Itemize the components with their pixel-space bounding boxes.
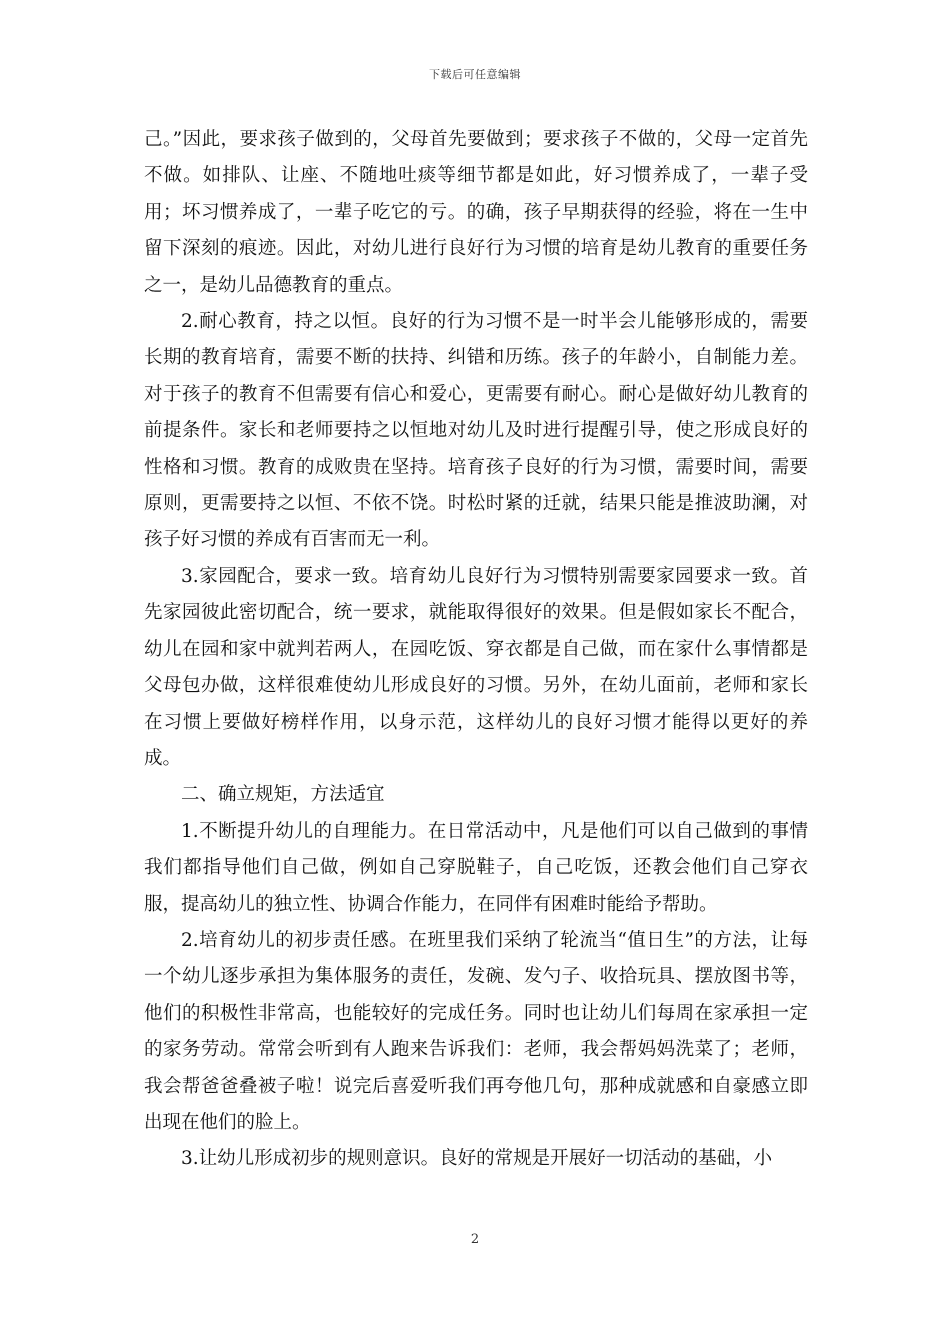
paragraph-5: 2.培育幼儿的初步责任感。在班里我们采纳了轮流当“值日生”的方法，让每一个幼儿逐步承担为集体服务的责任，发碗、发勺子、收拾玩具、摆放图书等，他们的积极性非常高，也能较好的完成任务。同时也让幼儿们每周在家承担一定的家务劳动。常常会听到有人跑来告诉我们：老师，我会帮妈妈洗菜了；老师，我会帮爸爸叠被子啦！说完后喜爱听我们再夸他几句，那种成就感和自豪感立即出现在他们的脸上。 — [144, 929, 808, 1133]
document-body — [144, 122, 808, 1178]
page-number: 2 — [470, 1232, 480, 1247]
paragraph-6: 3.让幼儿形成初步的规则意识。良好的常规是开展好一切活动的基础，小 — [181, 1148, 773, 1170]
paragraph-3: 3.家园配合，要求一致。培育幼儿良好行为习惯特别需要家园要求一致。首先家园彼此密切配合，统一要求，就能取得很好的效果。但是假如家长不配合，幼儿在园和家中就判若两人，在园吃饭、穿衣都是自己做，而在家什么事情都是父母包办做，这样很难使幼儿形成良好的习惯。另外，在幼儿面前，老师和家长在习惯上要做好榜样作用，以身示范，这样幼儿的良好习惯才能得以更好的养成。 — [144, 565, 808, 769]
page-header-note: 下载后可任意编辑 — [429, 68, 521, 81]
section-heading: 二、确立规矩，方法适宜 — [181, 784, 385, 806]
paragraph-4: 1.不断提升幼儿的自理能力。在日常活动中，凡是他们可以自己做到的事情我们都指导他们自己做，例如自己穿脱鞋子，自己吃饭，还教会他们自己穿衣服，提高幼儿的独立性、协调合作能力，在同伴有困难时能给予帮助。 — [144, 820, 808, 915]
paragraph-1: 己。”因此，要求孩子做到的，父母首先要做到；要求孩子不做的，父母一定首先不做。如排队、让座、不随地吐痰等细节都是如此，好习惯养成了，一辈子受用；坏习惯养成了，一辈子吃它的亏。的确，孩子早期获得的经验，将在一生中留下深刻的痕迹。因此，对幼儿进行良好行为习惯的培育是幼儿教育的重要任务之一，是幼儿品德教育的重点。 — [144, 129, 808, 296]
paragraph-2: 2.耐心教育，持之以恒。良好的行为习惯不是一时半会儿能够形成的，需要长期的教育培育，需要不断的扶持、纠错和历练。孩子的年龄小，自制能力差。对于孩子的教育不但需要有信心和爱心，更需要有耐心。耐心是做好幼儿教育的前提条件。家长和老师要持之以恒地对幼儿及时进行提醒引导，使之形成良好的性格和习惯。教育的成败贵在坚持。培育孩子良好的行为习惯，需要时间，需要原则，更需要持之以恒、不依不饶。时松时紧的迁就，结果只能是推波助澜，对孩子好习惯的养成有百害而无一利。 — [144, 311, 808, 551]
